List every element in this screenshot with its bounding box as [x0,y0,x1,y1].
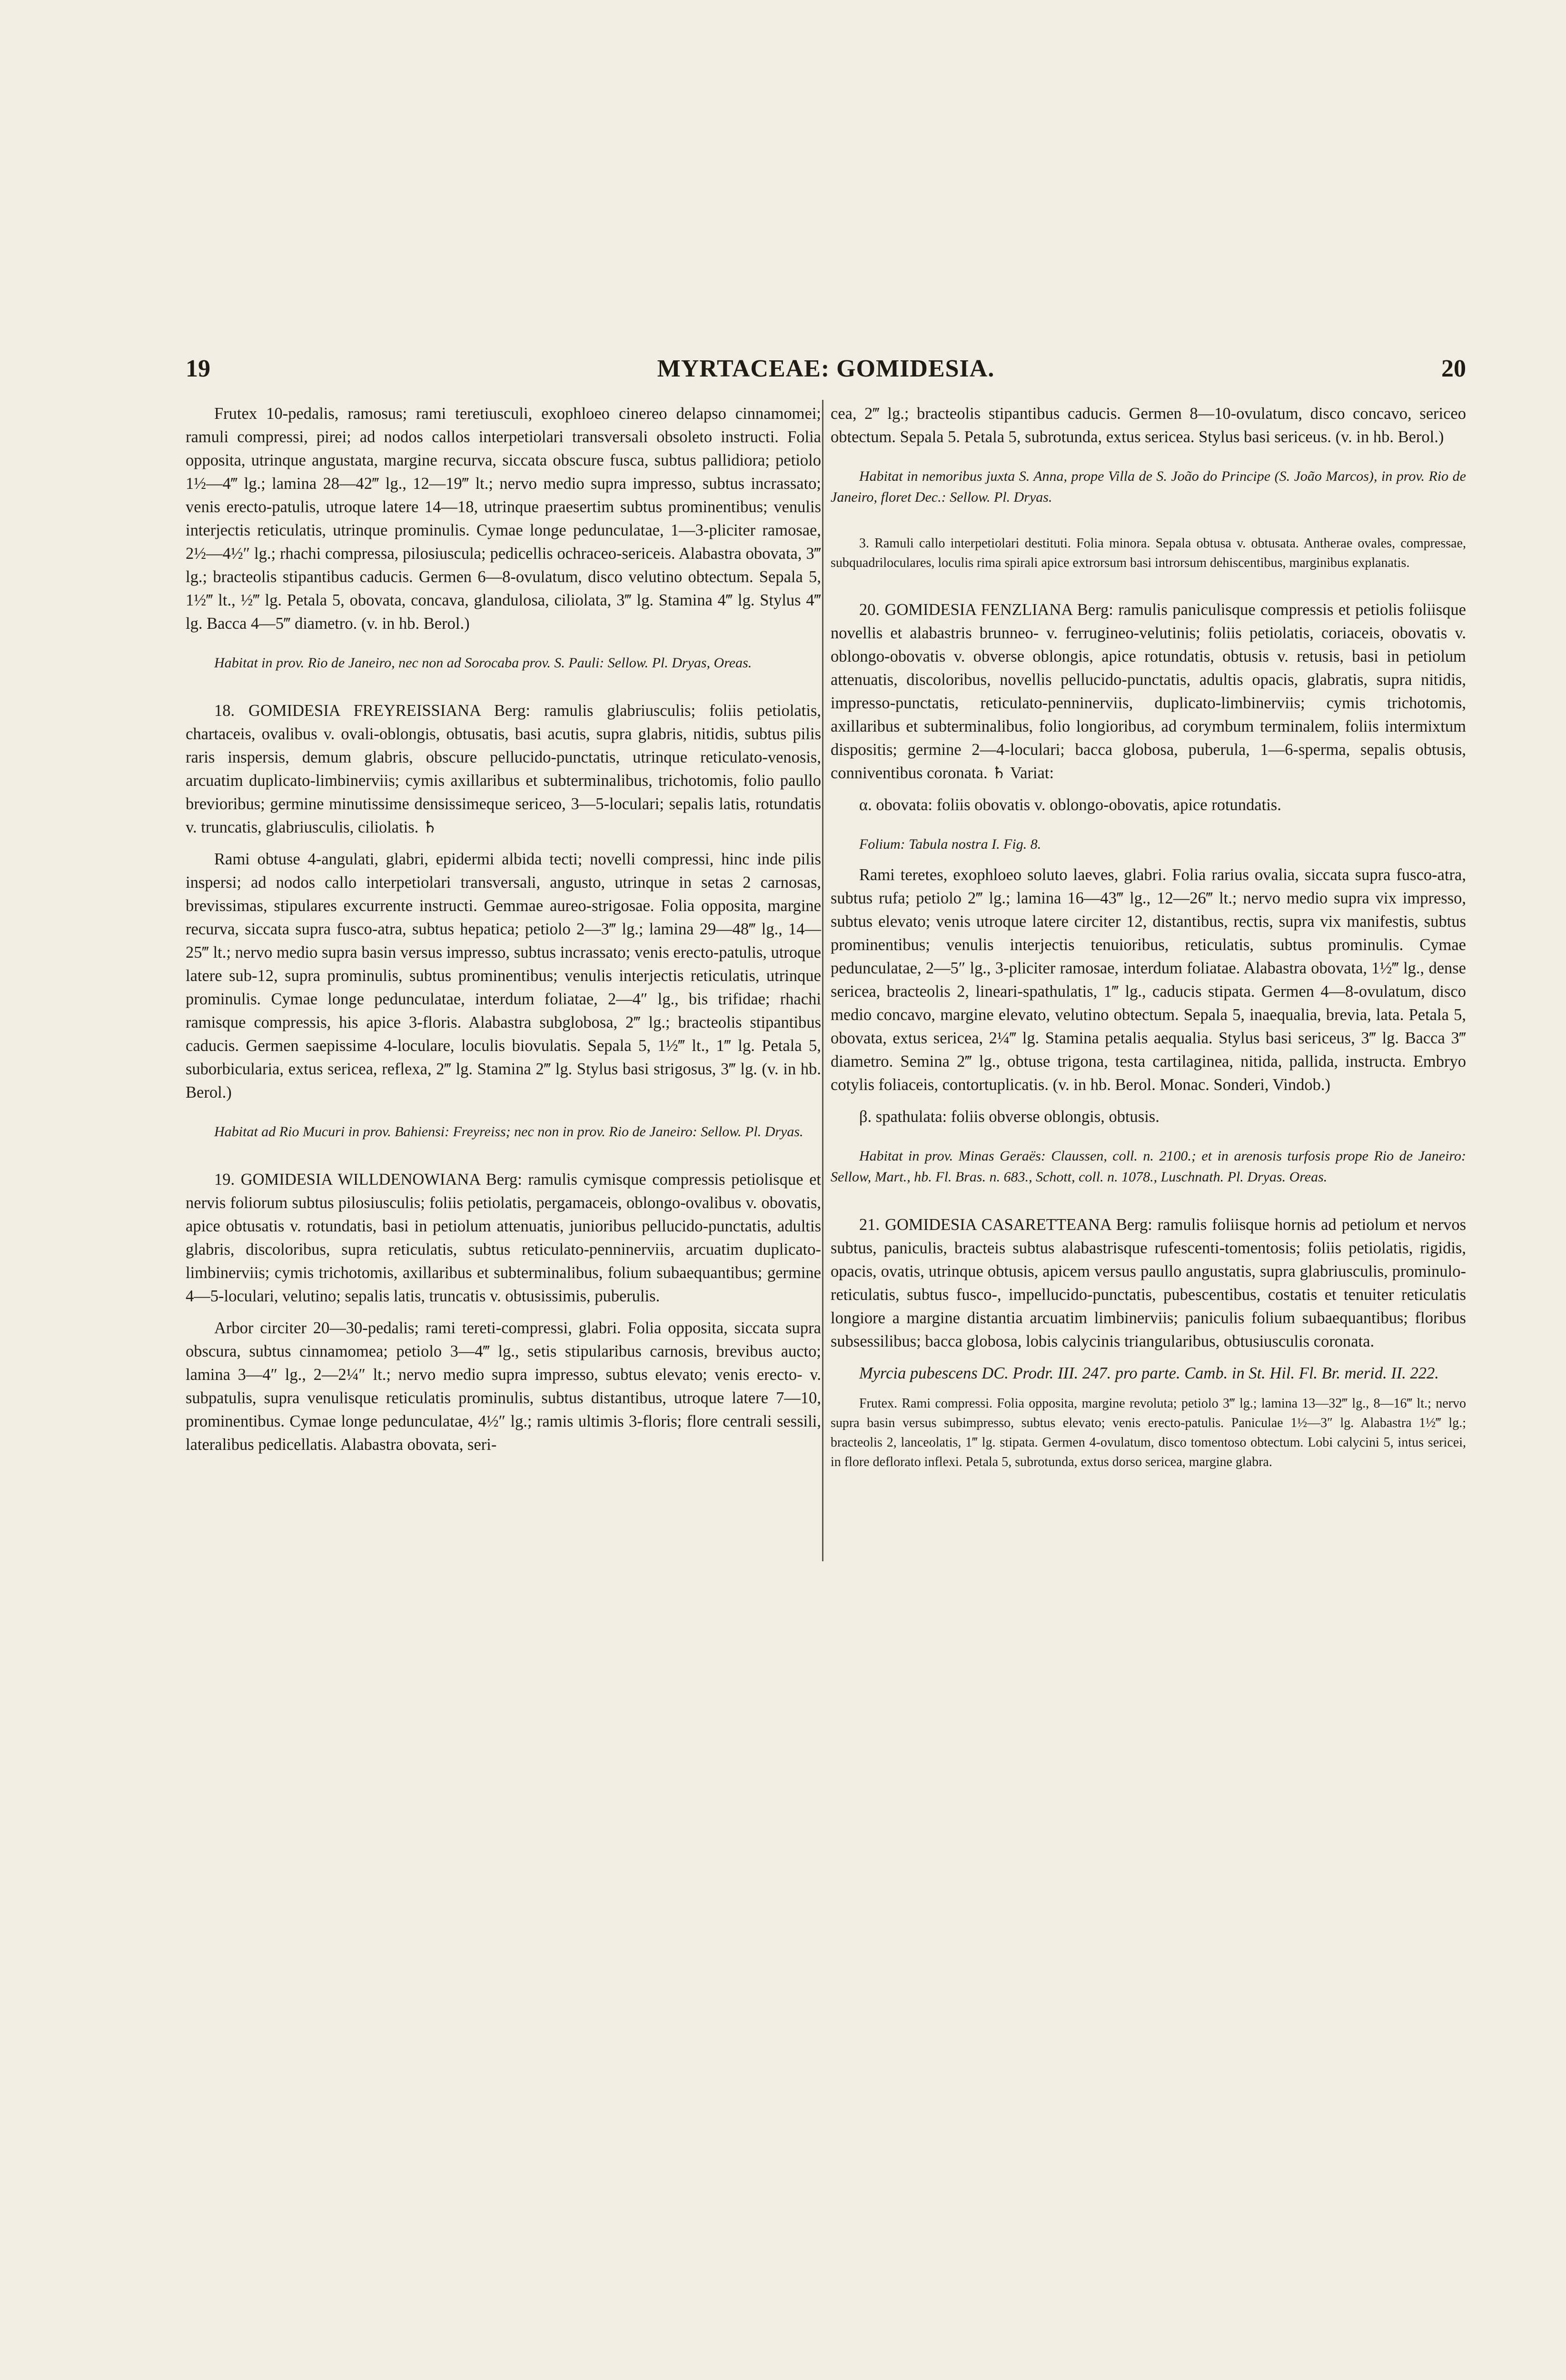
species-17-description: Frutex 10-pedalis, ramosus; rami teretiusculi, exophloeo cinereo delapso cinnamomei; ramuli compressi, pirei; ad nodos callos interpetiolari transversali obsoleto instructi. Folia opposita, utrinque angustata, margine recurva, siccata obscure fusca, subtus pallidiora; petiolo 1½—4‴ lg.; lamina 28—42‴ lg., 12—19‴ lt.; nervo medio supra impresso, subtus incrassato; venis erecto-patulis, utroque latere 14—18, utrinque praesertim subtus prominentibus; venulis interjectis reticulatis, utrinque prominulis. Cymae longe pedunculatae, 1—3-pliciter ramosae, 2½—4½″ lg.; rhachi compressa, pilosiuscula; pedicellis ochraceo-sericeis. Alabastra obovata, 3‴ lg.; bracteolis stipantibus caducis. Germen 6—8-ovulatum, disco velutino obtectum. Sepala 5, 1½‴ lt., ½‴ lg. Petala 5, obovata, concava, glandulosa, ciliolata, 3‴ lg. Stamina 4‴ lg. Stylus 4‴ lg. Bacca 4—5‴ diametro. (v. in hb. Berol.) [186,405,821,633]
species-18-habitat: Habitat ad Rio Mucuri in prov. Bahiensi: Freyreiss; nec non in prov. Rio de Janeiro: Sellow. Pl. Dryas. [214,1124,803,1140]
species-17-habitat: Habitat in prov. Rio de Janeiro, nec non ad Sorocaba prov. S. Pauli: Sellow. Pl. Dryas, Oreas. [214,655,752,671]
species-21-description: Frutex. Rami compressi. Folia opposita, margine revoluta; petiolo 3‴ lg.; lamina 13—32‴ lg., 8—16‴ lt.; nervo supra basin versus subimpresso, subtus elevato; venis erecto-patulis. Paniculae 1½—3″ lg. Alabastra 1½‴ lg.; bracteolis 2, lanceolatis, 1‴ lg. stipata. Germen 4-ovulatum, disco tomentoso obtectum. Lobi calycini 5, intus sericei, in flore deflorato inflexi. Petala 5, subrotunda, extus dorso sericea, margine glabra. [831,1396,1466,1469]
variety-beta: β. spathulata: foliis obverse oblongis, obtusis. [859,1108,1160,1126]
variety-alpha: α. obovata: foliis obovatis v. oblongo-obovatis, apice rotundatis. [859,796,1281,814]
species-19-description-cont: cea, 2‴ lg.; bracteolis stipantibus caducis. Germen 8—10-ovulatum, disco concavo, sericeo obtectum. Sepala 5. Petala 5, subrotunda, extus sericea. Stylus basi sericeus. (v. in hb. Berol.) [831,405,1466,446]
species-20-description: Rami teretes, exophloeo soluto laeves, glabri. Folia rarius ovalia, siccata supra fusco-atra, subtus rufa; petiolo 2‴ lg.; lamina 16—43‴ lg., 12—26‴ lt.; nervo medio supra vix impresso, subtus elevato; venis utroque latere circiter 12, distantibus, rectis, supra vix manifestis, subtus prominentibus; venulis interjectis tenuioribus, reticulatis, subtus prominulis. Cymae pedunculatae, 2—5″ lg., 3-pliciter ramosae, interdum foliatae. Alabastra obovata, 1½‴ lg., dense sericea, bracteolis 2, lineari-spathulatis, 1‴ lg., caducis stipata. Germen 4—8-ovulatum, disco medio concavo, margine elevato, velutino obtectum. Sepala 5, inaequalia, brevia, lata. Petala 5, obovata, extus sericea, 2¼‴ lg. Stamina petalis aequalia. Stylus basi sericeus, 3‴ lg. Bacca 3‴ diametro. Semina 2‴ lg., obtuse trigona, testa cartilaginea, nitida, pallida, instructa. Embryo cotylis foliaceis, contortuplicatis. (v. in hb. Berol. Monac. Sonderi, Vindob.) [831,866,1466,1094]
running-title: MYRTACEAE: GOMIDESIA. [657,355,995,382]
page-number-left: 19 [186,355,210,382]
species-21-synonym: Myrcia pubescens DC. Prodr. III. 247. pro parte. Camb. in St. Hil. Fl. Br. merid. II. 222. [859,1364,1439,1382]
species-19-description: Arbor circiter 20—30-pedalis; rami tereti-compressi, glabri. Folia opposita, siccata supra obscura, subtus cinnamomea; petiolo 3—4‴ lg., setis stipularibus carnosis, brevibus aucto; lamina 3—4″ lg., 2—2¼″ lt.; nervo medio supra impresso, subtus elevato; venis erecto- v. subpatulis, supra venulisque reticulatis prominulis, subtus distantibus, utroque latere 7—10, prominentibus. Cymae longe pedunculatae, 4½″ lg.; ramis ultimis 3-floris; flore centrali sessili, lateralibus pedicellatis. Alabastra obovata, seri- [186,1319,821,1454]
species-21-diagnosis: 21. GOMIDESIA CASARETTEANA Berg: ramulis foliisque hornis ad petiolum et nervos subtus, paniculis, bracteis subtus alabastrisque rufescenti-tomentosis; foliis petiolatis, rigidis, opacis, ovatis, utrinque obtusis, apicem versus paullo angustatis, supra glabriusculis, prominulo-reticulatis, subtus fusco-, impellucido-punctatis, pubescentibus, costatis et tenuiter reticulatis longiore a margine distantia arcuatim limbinerviis; paniculis folium subaequantibus; floribus subsessilibus; bacca globosa, lobis calycinis triangularibus, obtusiusculis coronata. [831,1216,1466,1350]
species-19-habitat: Habitat in nemoribus juxta S. Anna, prope Villa de S. João do Principe (S. João Marcos), in prov. Rio de Janeiro, floret Dec.: Sellow. Pl. Dryas. [831,468,1466,505]
page-header [186,355,1466,393]
column-divider [822,400,823,1561]
figure-reference: Folium: Tabula nostra I. Fig. 8. [859,836,1041,852]
species-20-habitat: Habitat in prov. Minas Geraës: Claussen, coll. n. 2100.; et in arenosis turfosis prope Rio de Janeiro: Sellow, Mart., hb. Fl. Bras. n. 683., Schott, coll. n. 1078., Luschnath. Pl. Dryas. Oreas. [831,1148,1466,1185]
species-20-diagnosis: 20. GOMIDESIA FENZLIANA Berg: ramulis paniculisque compressis et petiolis foliisque novellis et alabastris brunneo- v. ferrugineo-velutinis; foliis petiolatis, coriaceis, obovatis v. oblongo-obovatis v. obverse oblongis, apice rotundatis, obtusis v. retusis, basi in petiolum attenuatis, discoloribus, novellis pellucido-punctatis, adultis opacis, glabratis, supra nitidis, impresso-punctatis, reticulato-penninerviis, duplicato-limbinerviis; cymis trichotomis, axillaribus et subterminalibus, folio longioribus, ad corymbum terminalem, foliis intermixtum dispositis; germine 2—4-loculari; bacca globosa, puberula, 1—6-sperma, sepalis obtusis, conniventibus coronata. ♄ Variat: [831,601,1466,782]
right-column [831,402,1466,1480]
species-19-diagnosis: 19. GOMIDESIA WILLDENOWIANA Berg: ramulis cymisque compressis petiolisque et nervis foliorum subtus pilosiusculis; foliis petiolatis, pergamaceis, oblongo-ovalibus v. obovatis, apice obtusatis v. rotundatis, basi in petiolum attenuatis, junioribus pellucido-punctatis, adultis glabris, discoloribus, supra reticulatis, subtus reticulato-penninerviis, arcuatim duplicato-limbinerviis; cymis trichotomis, axillaribus et subterminalibus, folium subaequantibus; germine 4—5-loculari, velutino; sepalis latis, truncatis v. obtusissimis, puberulis. [186,1170,821,1305]
page-number-right: 20 [1441,355,1466,382]
species-18-description: Rami obtuse 4-angulati, glabri, epidermi albida tecti; novelli compressi, hinc inde pilis inspersi; ad nodos callo interpetiolari transversali, angusto, utrinque in setas 2 carnosas, brevissimas, stipulares excurrente instructi. Gemmae aureo-strigosae. Folia opposita, margine recurva, siccata supra fusco-atra, subtus hepatica; petiolo 2—3‴ lg.; lamina 29—48‴ lg., 14—25‴ lt.; nervo medio supra basin versus impresso, subtus incrassato; venis erecto-patulis, utroque latere sub-12, supra prominulis, subtus prominentibus; venulis interjectis reticulatis, utrinque prominulis. Cymae longe pedunculatae, interdum foliatae, 2—4″ lg., bis trifidae; rhachi ramisque compressis, his apice 3-floris. Alabastra subglobosa, 2‴ lg.; bracteolis stipantibus caducis. Germen saepissime 4-loculare, loculis biovulatis. Sepala 5, 1½‴ lt., 1‴ lg. Petala 5, suborbicularia, extus sericea, reflexa, 2‴ lg. Stamina 2‴ lg. Stylus basi strigosus, 3‴ lg. (v. in hb. Berol.) [186,850,821,1101]
left-column [186,402,821,1465]
species-18-diagnosis: 18. GOMIDESIA FREYREISSIANA Berg: ramulis glabriusculis; foliis petiolatis, chartaceis, ovalibus v. ovali-oblongis, obtusatis, basi acutis, supra glabris, nitidis, subtus pilis raris inspersis, demum glabris, obscure pellucido-punctatis, utrinque reticulato-venosis, arcuatim duplicato-limbinerviis; cymis axillaribus et subterminalibus, trichotomis, folio paullo brevioribus; germine minutissime densissimeque sericeo, 3—5-loculari; sepalis latis, rotundatis v. truncatis, glabriusculis, ciliolatis. ♄ [186,702,821,836]
section-3-note: 3. Ramuli callo interpetiolari destituti. Folia minora. Sepala obtusa v. obtusata. Antherae ovales, compressae, subquadriloculares, loculis rima spirali apice extrorsum basi introrsum dehiscentibus, marginibus explanatis. [831,536,1466,570]
